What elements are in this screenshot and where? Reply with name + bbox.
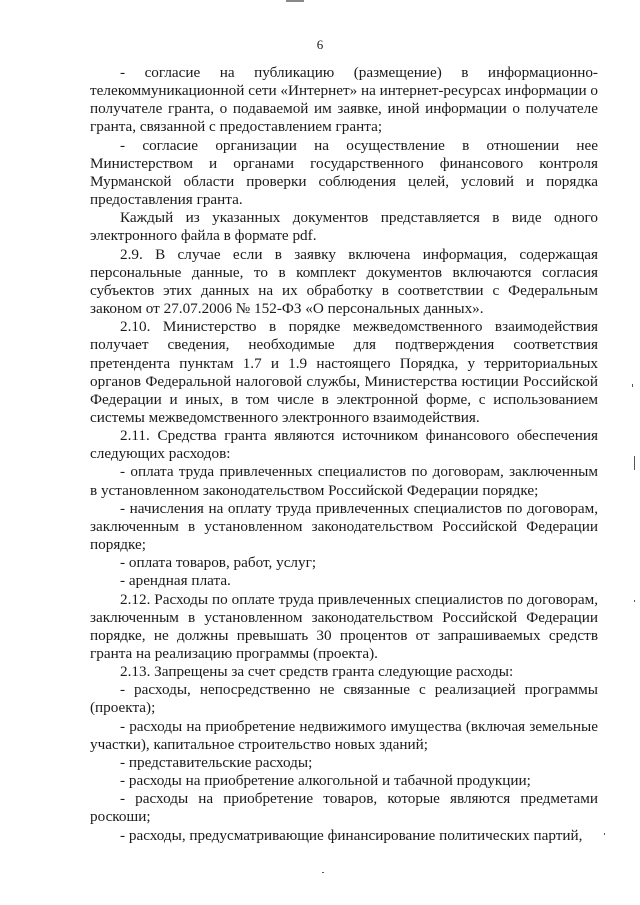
paragraph-pdf-format: Каждый из указанных документов представляется в виде одного электронного файла в формате pdf. <box>90 209 598 245</box>
scan-edge-mark <box>286 0 304 2</box>
scan-speck <box>634 600 635 602</box>
page-number: 6 <box>316 37 324 52</box>
paragraph-2-13: 2.13. Запрещены за счет средств гранта следующие расходы: <box>120 663 514 681</box>
document-body <box>90 64 598 845</box>
list-item-prohibited: - расходы на приобретение товаров, которые являются предметами роскоши; <box>90 790 598 826</box>
paragraph-2-10: 2.10. Министерство в порядке межведомственного взаимодействия получает сведения, необходимые для подтверждения соответствия претендента пунктам 1.7 и 1.9 настоящего Порядка, у территориальных органов Федеральной налоговой службы, Министерства юстиции Российской Федерации и иных, в том числе в электронной форме, с использованием системы межведомственного электронного взаимодействия. <box>90 318 598 426</box>
paragraph-2-11: 2.11. Средства гранта являются источником финансового обеспечения следующих расходов: <box>90 427 598 463</box>
list-item-expense: - оплата товаров, работ, услуг; <box>120 554 317 572</box>
list-item-expense: - начисления на оплату труда привлеченных специалистов по договорам, заключенным в установленном законодательством Российской Федерации порядке; <box>90 499 598 554</box>
list-item-prohibited: - расходы на приобретение недвижимого имущества (включая земельные участки), капитальное строительство новых зданий; <box>90 717 598 753</box>
paragraph-consent-publication: - согласие на публикацию (размещение) в информационно-телекоммуникационной сети «Интернет» на интернет-ресурсах информации о получателе гранта, о подаваемой им заявке, иной информации о получателе гранта, связанной с предоставлением гранта; <box>90 64 599 136</box>
paragraph-2-9: 2.9. В случае если в заявку включена информация, содержащая персональные данные, то в комплект документов включаются согласия субъектов этих данных на их обработку в соответствии с Федеральным законом от 27.07.2006 № 152-ФЗ «О персональных данных». <box>90 245 598 318</box>
list-item-expense: - оплата труда привлеченных специалистов по договорам, заключенным в установленном законодательством Российской Федерации порядке; <box>90 463 598 499</box>
list-item-prohibited: - представительские расходы; <box>120 753 313 771</box>
list-item-prohibited: - расходы на приобретение алкогольной и табачной продукции; <box>120 772 531 790</box>
list-item-prohibited: - расходы, предусматривающие финансирование политических партий, <box>120 826 583 844</box>
paragraph-consent-inspection: - согласие организации на осуществление в отношении нее Министерством и органами государственного финансового контроля Мурманской области проверки соблюдения целей, условий и порядка предоставления гранта. <box>90 136 598 209</box>
list-item-prohibited: - расходы, непосредственно не связанные с реализацией программы (проекта); <box>90 681 598 717</box>
list-item-expense: - арендная плата. <box>120 572 231 590</box>
scan-speck <box>322 872 324 873</box>
scan-speck <box>634 456 635 470</box>
scan-speck <box>632 384 633 387</box>
scan-speck <box>604 833 605 835</box>
paragraph-2-12: 2.12. Расходы по оплате труда привлеченных специалистов по договорам, заключенным в установленном законодательством Российской Федерации порядке, не должны превышать 30 процентов от запрашиваемых средств гранта на реализацию программы (проекта). <box>90 590 598 662</box>
